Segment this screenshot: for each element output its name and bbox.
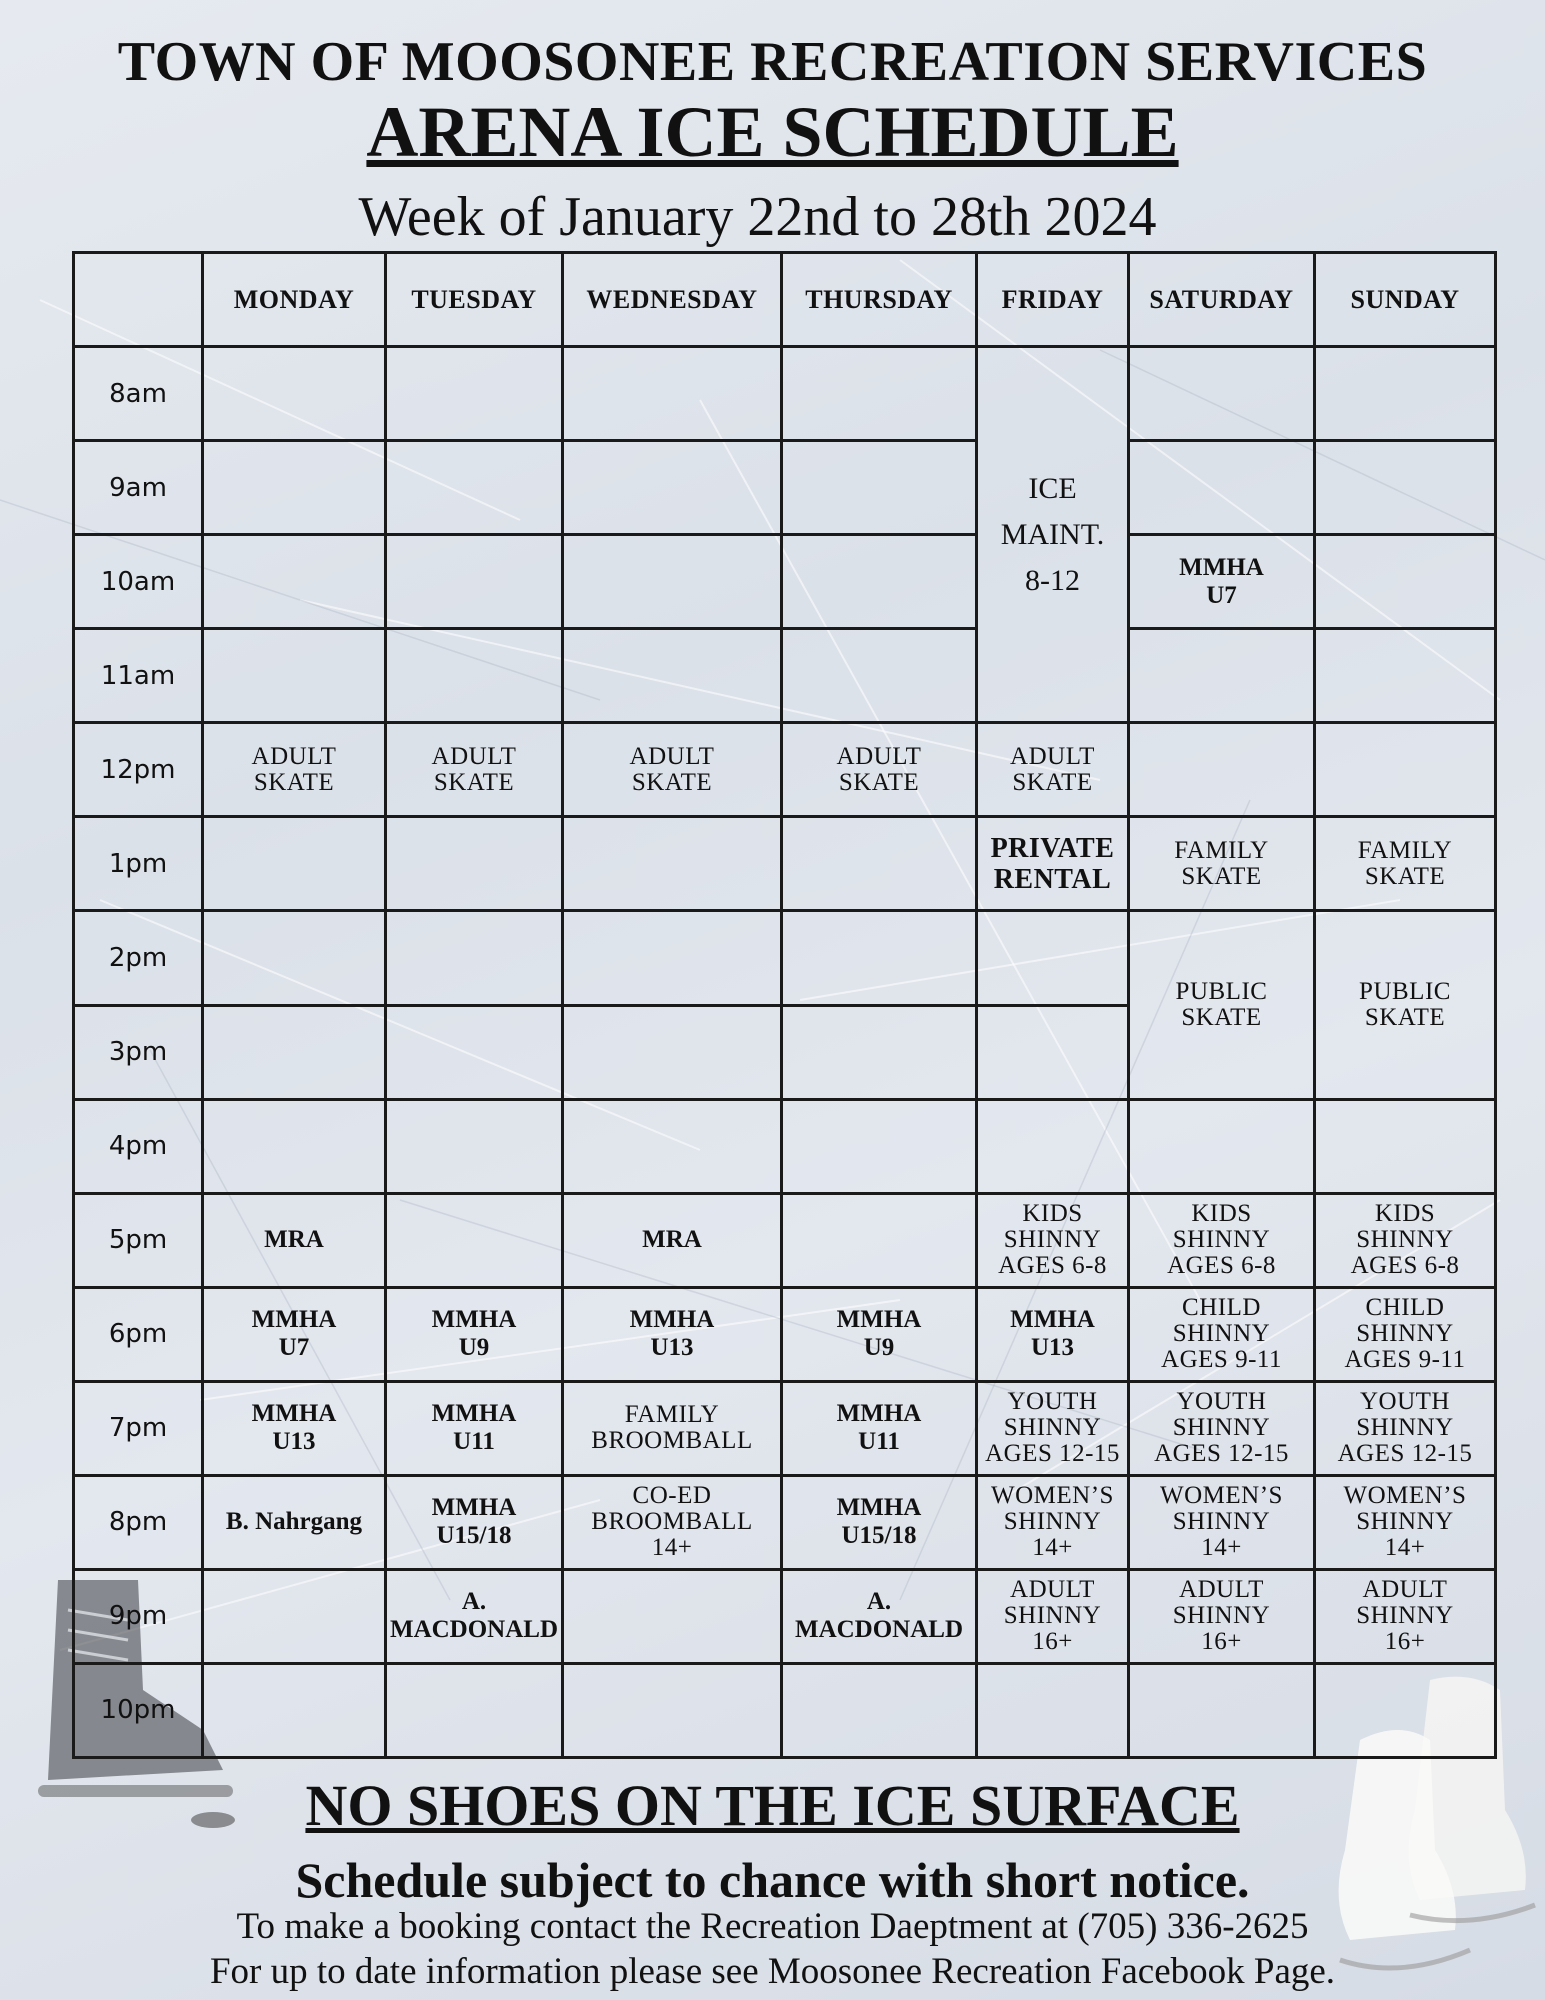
event-line: U11 (858, 1428, 900, 1456)
event-line: MMHA (1179, 553, 1264, 581)
event-line: SHINNY (1003, 1414, 1102, 1442)
event-line: U11 (453, 1428, 495, 1456)
event-line: 16+ (1201, 1628, 1242, 1656)
event-youth-shinny (977, 1381, 1129, 1475)
event-womens-shinny (1315, 1475, 1496, 1569)
event-line: U13 (272, 1428, 316, 1456)
time-label: 10am (74, 535, 203, 629)
event-coed-broomball (563, 1475, 782, 1569)
time-label: 9pm (74, 1569, 203, 1663)
time-row-1pm (74, 817, 1496, 911)
time-label: 8pm (74, 1475, 203, 1569)
event-line: AGES 12-15 (1337, 1440, 1473, 1468)
slot-empty (386, 535, 563, 629)
event-child-shinny (1129, 1287, 1315, 1381)
slot-empty (563, 535, 782, 629)
event-line: SHINNY (1356, 1508, 1454, 1536)
event-line: SHINNY (1172, 1414, 1271, 1442)
slot-empty (386, 1193, 563, 1287)
event-line: BROOMBALL (591, 1427, 753, 1455)
event-mmha (782, 1381, 977, 1475)
slot-empty (782, 535, 977, 629)
event-line: WOMEN’S (1343, 1482, 1467, 1510)
time-label: 8am (74, 347, 203, 441)
slot-empty (977, 911, 1129, 1005)
slot-empty (203, 1099, 386, 1193)
event-line: A. (461, 1588, 487, 1616)
event-line: WOMEN’S (1160, 1482, 1283, 1510)
event-mmha (563, 1287, 782, 1381)
event-youth-shinny (1315, 1381, 1496, 1475)
event-line: SKATE (433, 768, 515, 796)
slot-empty (1129, 629, 1315, 723)
day-header-thursday: THURSDAY (782, 253, 977, 347)
event-line: KIDS (1191, 1200, 1252, 1228)
time-label: 1pm (74, 817, 203, 911)
event-line: U9 (863, 1334, 895, 1362)
event-line: MMHA (836, 1494, 922, 1522)
event-line: SHINNY (1172, 1602, 1271, 1630)
time-label: 9am (74, 441, 203, 535)
event-line: SHINNY (1003, 1602, 1102, 1630)
event-line: SHINNY (1356, 1602, 1454, 1630)
event-mmha (386, 1381, 563, 1475)
event-line: SHINNY (1003, 1508, 1102, 1536)
slot-empty (563, 347, 782, 441)
event-adult-skate (386, 723, 563, 817)
event-line: A. (866, 1588, 892, 1616)
event-adult-shinny (977, 1569, 1129, 1663)
event-line: U13 (1030, 1334, 1075, 1362)
day-header-wednesday: WEDNESDAY (563, 253, 782, 347)
event-line: KIDS (1374, 1200, 1436, 1228)
header-row (74, 253, 1496, 347)
time-label: 2pm (74, 911, 203, 1005)
week-range: Week of January 22nd to 28th 2024 (358, 186, 1157, 248)
slot-empty (1315, 535, 1496, 629)
facebook-info: For up to date information please see Moosonee Recreation Facebook Page. (209, 1951, 1336, 1992)
event-line: FAMILY (1357, 836, 1453, 864)
event-ice-maintenance (977, 347, 1129, 723)
event-line: U15/18 (841, 1522, 917, 1550)
event-adult-skate (203, 723, 386, 817)
event-private-booking: B. Nahrgang (203, 1475, 386, 1569)
slot-empty (386, 1663, 563, 1757)
event-private-booking (782, 1569, 977, 1663)
slot-empty (782, 347, 977, 441)
event-youth-shinny (1129, 1381, 1315, 1475)
event-line: SKATE (838, 768, 920, 796)
event-line: BROOMBALL (591, 1508, 753, 1536)
event-mmha (977, 1287, 1129, 1381)
event-line: MMHA (251, 1306, 337, 1334)
event-mmha (782, 1475, 977, 1569)
time-row-8pm (74, 1475, 1496, 1569)
event-line: SHINNY (1356, 1320, 1454, 1348)
event-womens-shinny (1129, 1475, 1315, 1569)
slot-empty (203, 535, 386, 629)
time-label: 5pm (74, 1193, 203, 1287)
event-line: SKATE (631, 768, 713, 796)
event-line: FAMILY (1174, 836, 1269, 864)
event-line: SKATE (253, 768, 335, 796)
slot-empty (1129, 1663, 1315, 1757)
event-line: ICE (1028, 471, 1077, 505)
slot-empty (386, 347, 563, 441)
event-line: CHILD (1365, 1294, 1445, 1322)
event-line: SHINNY (1172, 1508, 1271, 1536)
event-line: U9 (458, 1334, 490, 1362)
event-line: AGES 9-11 (1344, 1346, 1466, 1374)
slot-empty (203, 629, 386, 723)
slot-empty (563, 1099, 782, 1193)
time-label: 10pm (74, 1663, 203, 1757)
time-row-2pm (74, 911, 1496, 1005)
time-row-12pm (74, 723, 1496, 817)
event-line: ADULT (1179, 1576, 1264, 1604)
slot-empty (782, 817, 977, 911)
day-header-monday: MONDAY (203, 253, 386, 347)
slot-empty (1315, 441, 1496, 535)
slot-empty (563, 1569, 782, 1663)
day-header-tuesday: TUESDAY (386, 253, 563, 347)
slot-empty (1129, 1099, 1315, 1193)
event-line: ADULT (1362, 1576, 1448, 1604)
event-kids-shinny (1129, 1193, 1315, 1287)
event-line: ADULT (251, 742, 337, 770)
event-mra: MRA (203, 1193, 386, 1287)
slot-empty (977, 1005, 1129, 1099)
time-label: 11am (74, 629, 203, 723)
slot-empty (563, 911, 782, 1005)
event-line: U15/18 (436, 1522, 512, 1550)
event-line: AGES 6-8 (998, 1252, 1107, 1280)
event-line: ADULT (629, 742, 715, 770)
event-line: MMHA (431, 1306, 517, 1334)
slot-empty (203, 1663, 386, 1757)
no-shoes-notice: NO SHOES ON THE ICE SURFACE (305, 1773, 1240, 1838)
schedule-table (72, 251, 1497, 1759)
event-line: PUBLIC (1175, 978, 1268, 1005)
event-line: 16+ (1384, 1628, 1426, 1656)
event-line: AGES 6-8 (1350, 1252, 1460, 1280)
schedule-title: ARENA ICE SCHEDULE (366, 92, 1179, 172)
slot-empty (782, 1005, 977, 1099)
slot-empty (563, 1005, 782, 1099)
corner-cell (74, 253, 203, 347)
event-child-shinny (1315, 1287, 1496, 1381)
slot-empty (203, 1005, 386, 1099)
slot-empty (782, 911, 977, 1005)
slot-empty (1315, 629, 1496, 723)
event-line: 8-12 (1025, 563, 1080, 597)
slot-empty (386, 441, 563, 535)
event-line: U7 (1206, 581, 1237, 609)
time-label: 7pm (74, 1381, 203, 1475)
slot-empty (203, 441, 386, 535)
organization-title: TOWN OF MOOSONEE RECREATION SERVICES (117, 31, 1428, 93)
event-line: MACDONALD (389, 1616, 559, 1644)
time-row-11am (74, 629, 1496, 723)
slot-empty (386, 1099, 563, 1193)
slot-empty (782, 441, 977, 535)
event-line: YOUTH (1360, 1388, 1450, 1416)
event-line: YOUTH (1007, 1388, 1098, 1416)
event-line: SKATE (1181, 1004, 1262, 1031)
event-line: FAMILY (624, 1401, 720, 1429)
time-row-8am (74, 347, 1496, 441)
time-label: 6pm (74, 1287, 203, 1381)
event-mmha (386, 1287, 563, 1381)
event-private-rental (977, 817, 1129, 911)
event-kids-shinny (977, 1193, 1129, 1287)
event-line: SKATE (1012, 768, 1093, 796)
event-line: U7 (278, 1334, 310, 1362)
event-line: CHILD (1182, 1294, 1261, 1322)
event-line: SHINNY (1172, 1226, 1271, 1254)
event-mmha (203, 1381, 386, 1475)
event-line: AGES 12-15 (1154, 1440, 1289, 1468)
event-line: 16+ (1032, 1628, 1073, 1656)
time-row-5pm (74, 1193, 1496, 1287)
event-line: 14+ (1032, 1534, 1073, 1562)
day-header-friday: FRIDAY (977, 253, 1129, 347)
time-row-6pm (74, 1287, 1496, 1381)
time-row-9pm (74, 1569, 1496, 1663)
event-line: ADULT (431, 742, 517, 770)
booking-contact: To make a booking contact the Recreation Daeptment at (705) 336-2625 (236, 1906, 1309, 1947)
event-kids-shinny (1315, 1193, 1496, 1287)
slot-empty (563, 817, 782, 911)
slot-empty (203, 1569, 386, 1663)
event-line: MMHA (251, 1400, 337, 1428)
time-row-4pm (74, 1099, 1496, 1193)
event-line: SHINNY (1003, 1226, 1102, 1254)
event-adult-skate (563, 723, 782, 817)
event-mmha (386, 1475, 563, 1569)
event-family-skate (1315, 817, 1496, 911)
event-private-booking (386, 1569, 563, 1663)
event-line: PRIVATE (990, 832, 1115, 864)
slot-empty (203, 817, 386, 911)
event-line: WOMEN’S (991, 1482, 1114, 1510)
event-line: ADULT (1010, 742, 1095, 770)
event-line: MMHA (431, 1400, 517, 1428)
event-line: 14+ (1201, 1534, 1242, 1562)
event-line: ADULT (1010, 1576, 1095, 1604)
event-adult-skate (782, 723, 977, 817)
event-line: AGES 12-15 (985, 1440, 1120, 1468)
event-family-skate (1129, 817, 1315, 911)
slot-empty (782, 1663, 977, 1757)
event-line: PUBLIC (1359, 978, 1451, 1005)
event-line: 14+ (651, 1534, 693, 1562)
event-adult-skate (977, 723, 1129, 817)
slot-empty (386, 911, 563, 1005)
event-line: KIDS (1022, 1200, 1083, 1228)
event-line: AGES 6-8 (1167, 1252, 1276, 1280)
event-public-skate (1315, 911, 1496, 1099)
event-adult-shinny (1315, 1569, 1496, 1663)
event-line: SHINNY (1172, 1320, 1271, 1348)
slot-empty (1129, 723, 1315, 817)
slot-empty (977, 1099, 1129, 1193)
slot-empty (977, 1663, 1129, 1757)
slot-empty (1315, 1099, 1496, 1193)
slot-empty (386, 817, 563, 911)
slot-empty (1129, 347, 1315, 441)
slot-empty (563, 629, 782, 723)
event-line: CO-ED (632, 1482, 712, 1510)
time-row-10pm (74, 1663, 1496, 1757)
slot-empty (782, 1193, 977, 1287)
event-line: MACDONALD (794, 1616, 964, 1644)
event-line: MMHA (836, 1400, 922, 1428)
day-header-saturday: SATURDAY (1129, 253, 1315, 347)
event-line: YOUTH (1176, 1388, 1267, 1416)
event-line: SHINNY (1356, 1414, 1454, 1442)
slot-empty (386, 629, 563, 723)
event-line: RENTAL (993, 863, 1112, 895)
slot-empty (782, 1099, 977, 1193)
day-header-sunday: SUNDAY (1315, 253, 1496, 347)
slot-empty (563, 1663, 782, 1757)
event-line: SKATE (1364, 1004, 1446, 1031)
time-row-10am (74, 535, 1496, 629)
slot-empty (1129, 441, 1315, 535)
event-line: SHINNY (1356, 1226, 1454, 1254)
event-line: MMHA (1010, 1306, 1095, 1334)
event-saturday-mmha-u7 (1129, 535, 1315, 629)
slot-empty (1315, 1663, 1496, 1757)
event-mmha (203, 1287, 386, 1381)
event-line: MMHA (431, 1494, 517, 1522)
schedule-change-notice: Schedule subject to chance with short notice. (295, 1852, 1250, 1908)
time-label: 4pm (74, 1099, 203, 1193)
time-label: 12pm (74, 723, 203, 817)
event-line: AGES 9-11 (1161, 1346, 1282, 1374)
event-line: 14+ (1384, 1534, 1426, 1562)
event-line: SKATE (1364, 862, 1446, 890)
event-line: MMHA (836, 1306, 922, 1334)
slot-empty (782, 629, 977, 723)
slot-empty (1315, 347, 1496, 441)
slot-empty (1315, 723, 1496, 817)
slot-empty (203, 911, 386, 1005)
event-line: ADULT (836, 742, 922, 770)
event-line: MMHA (629, 1306, 715, 1334)
event-adult-shinny (1129, 1569, 1315, 1663)
event-public-skate (1129, 911, 1315, 1099)
slot-empty (386, 1005, 563, 1099)
event-family-broomball (563, 1381, 782, 1475)
slot-empty (563, 441, 782, 535)
slot-empty (203, 347, 386, 441)
event-line: MAINT. (1000, 517, 1105, 551)
time-row-9am (74, 441, 1496, 535)
time-row-7pm (74, 1381, 1496, 1475)
event-line: SKATE (1181, 862, 1262, 890)
time-label: 3pm (74, 1005, 203, 1099)
event-mra: MRA (563, 1193, 782, 1287)
event-womens-shinny (977, 1475, 1129, 1569)
event-mmha (782, 1287, 977, 1381)
event-line: U13 (650, 1334, 694, 1362)
